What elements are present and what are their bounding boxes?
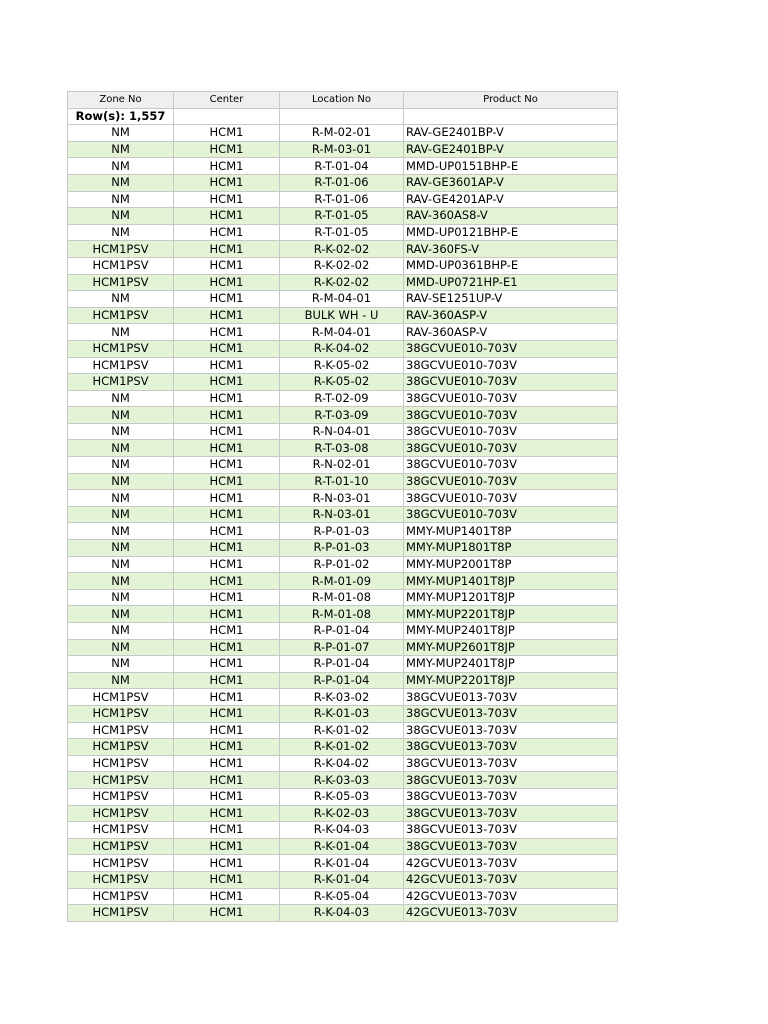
table-row[interactable] xyxy=(68,888,618,905)
cell-center: HCM1 xyxy=(174,540,280,557)
cell-center: HCM1 xyxy=(174,141,280,158)
cell-center: HCM1 xyxy=(174,125,280,142)
cell-zone-no: NM xyxy=(68,589,174,606)
cell-center: HCM1 xyxy=(174,589,280,606)
cell-location-no: R-T-01-05 xyxy=(280,208,404,225)
row-count-label: Row(s): 1,557 xyxy=(68,108,174,125)
cell-product-no: 38GCVUE013-703V xyxy=(404,822,618,839)
row-count-empty-cell xyxy=(404,108,618,125)
cell-product-no: 38GCVUE010-703V xyxy=(404,340,618,357)
cell-zone-no: HCM1PSV xyxy=(68,871,174,888)
cell-location-no: R-K-03-02 xyxy=(280,689,404,706)
cell-zone-no: NM xyxy=(68,473,174,490)
cell-center: HCM1 xyxy=(174,257,280,274)
cell-zone-no: NM xyxy=(68,407,174,424)
cell-product-no: 38GCVUE010-703V xyxy=(404,457,618,474)
cell-center: HCM1 xyxy=(174,822,280,839)
table-row[interactable] xyxy=(68,241,618,258)
cell-location-no: R-N-02-01 xyxy=(280,457,404,474)
table-row[interactable] xyxy=(68,672,618,689)
cell-zone-no: NM xyxy=(68,606,174,623)
cell-zone-no: NM xyxy=(68,158,174,175)
cell-location-no: BULK WH - U xyxy=(280,307,404,324)
table-row[interactable] xyxy=(68,722,618,739)
cell-location-no: R-K-04-02 xyxy=(280,340,404,357)
cell-center: HCM1 xyxy=(174,556,280,573)
table-row[interactable] xyxy=(68,224,618,241)
table-row[interactable] xyxy=(68,374,618,391)
cell-location-no: R-M-01-08 xyxy=(280,589,404,606)
table-row[interactable] xyxy=(68,191,618,208)
cell-location-no: R-K-01-02 xyxy=(280,722,404,739)
table-row[interactable] xyxy=(68,440,618,457)
cell-location-no: R-K-04-03 xyxy=(280,905,404,922)
table-row[interactable] xyxy=(68,871,618,888)
cell-product-no: 38GCVUE013-703V xyxy=(404,689,618,706)
cell-product-no: MMY-MUP2201T8JP xyxy=(404,672,618,689)
cell-product-no: RAV-360ASP-V xyxy=(404,324,618,341)
cell-product-no: MMD-UP0721HP-E1 xyxy=(404,274,618,291)
cell-zone-no: HCM1PSV xyxy=(68,241,174,258)
table-row[interactable] xyxy=(68,556,618,573)
cell-center: HCM1 xyxy=(174,523,280,540)
cell-product-no: 38GCVUE013-703V xyxy=(404,788,618,805)
cell-product-no: 38GCVUE010-703V xyxy=(404,473,618,490)
cell-zone-no: NM xyxy=(68,490,174,507)
cell-center: HCM1 xyxy=(174,357,280,374)
cell-location-no: R-M-04-01 xyxy=(280,324,404,341)
cell-location-no: R-M-01-09 xyxy=(280,573,404,590)
cell-location-no: R-P-01-04 xyxy=(280,623,404,640)
cell-product-no: MMY-MUP2401T8JP xyxy=(404,656,618,673)
cell-product-no: MMY-MUP2401T8JP xyxy=(404,623,618,640)
table-row[interactable] xyxy=(68,838,618,855)
cell-center: HCM1 xyxy=(174,689,280,706)
cell-zone-no: NM xyxy=(68,440,174,457)
cell-zone-no: HCM1PSV xyxy=(68,855,174,872)
cell-center: HCM1 xyxy=(174,506,280,523)
cell-zone-no: HCM1PSV xyxy=(68,705,174,722)
cell-location-no: R-M-03-01 xyxy=(280,141,404,158)
table-row[interactable] xyxy=(68,257,618,274)
table-row[interactable] xyxy=(68,772,618,789)
cell-center: HCM1 xyxy=(174,191,280,208)
cell-center: HCM1 xyxy=(174,340,280,357)
table-row[interactable] xyxy=(68,291,618,308)
table-row[interactable] xyxy=(68,589,618,606)
cell-location-no: R-T-03-09 xyxy=(280,407,404,424)
cell-product-no: RAV-360AS8-V xyxy=(404,208,618,225)
cell-product-no: 38GCVUE010-703V xyxy=(404,374,618,391)
cell-location-no: R-K-05-04 xyxy=(280,888,404,905)
cell-product-no: 38GCVUE010-703V xyxy=(404,407,618,424)
table-row[interactable] xyxy=(68,905,618,922)
cell-product-no: 38GCVUE010-703V xyxy=(404,357,618,374)
cell-zone-no: HCM1PSV xyxy=(68,374,174,391)
cell-product-no: 42GCVUE013-703V xyxy=(404,905,618,922)
cell-center: HCM1 xyxy=(174,722,280,739)
cell-center: HCM1 xyxy=(174,888,280,905)
cell-zone-no: NM xyxy=(68,291,174,308)
cell-center: HCM1 xyxy=(174,241,280,258)
cell-location-no: R-K-02-02 xyxy=(280,241,404,258)
table-row[interactable] xyxy=(68,473,618,490)
cell-product-no: 42GCVUE013-703V xyxy=(404,888,618,905)
cell-center: HCM1 xyxy=(174,324,280,341)
cell-center: HCM1 xyxy=(174,224,280,241)
cell-zone-no: HCM1PSV xyxy=(68,805,174,822)
table-row[interactable] xyxy=(68,158,618,175)
table-row[interactable] xyxy=(68,423,618,440)
cell-location-no: R-K-01-03 xyxy=(280,705,404,722)
cell-center: HCM1 xyxy=(174,407,280,424)
cell-location-no: R-K-02-02 xyxy=(280,257,404,274)
cell-location-no: R-T-01-10 xyxy=(280,473,404,490)
cell-product-no: 38GCVUE013-703V xyxy=(404,838,618,855)
cell-center: HCM1 xyxy=(174,274,280,291)
cell-center: HCM1 xyxy=(174,423,280,440)
cell-center: HCM1 xyxy=(174,457,280,474)
cell-center: HCM1 xyxy=(174,490,280,507)
table-row[interactable] xyxy=(68,788,618,805)
cell-zone-no: HCM1PSV xyxy=(68,838,174,855)
cell-center: HCM1 xyxy=(174,672,280,689)
cell-product-no: MMY-MUP1201T8JP xyxy=(404,589,618,606)
cell-product-no: 42GCVUE013-703V xyxy=(404,871,618,888)
cell-zone-no: HCM1PSV xyxy=(68,905,174,922)
cell-location-no: R-K-01-04 xyxy=(280,838,404,855)
cell-product-no: RAV-360ASP-V xyxy=(404,307,618,324)
cell-center: HCM1 xyxy=(174,473,280,490)
cell-location-no: R-P-01-03 xyxy=(280,540,404,557)
cell-center: HCM1 xyxy=(174,573,280,590)
cell-zone-no: HCM1PSV xyxy=(68,274,174,291)
table-row[interactable] xyxy=(68,125,618,142)
cell-location-no: R-M-04-01 xyxy=(280,291,404,308)
cell-product-no: 38GCVUE013-703V xyxy=(404,805,618,822)
cell-center: HCM1 xyxy=(174,174,280,191)
table-row[interactable] xyxy=(68,739,618,756)
cell-product-no: RAV-GE4201AP-V xyxy=(404,191,618,208)
cell-location-no: R-K-05-03 xyxy=(280,788,404,805)
table-row[interactable] xyxy=(68,755,618,772)
cell-location-no: R-K-01-02 xyxy=(280,739,404,756)
cell-location-no: R-N-03-01 xyxy=(280,490,404,507)
cell-zone-no: NM xyxy=(68,208,174,225)
cell-product-no: 38GCVUE010-703V xyxy=(404,490,618,507)
cell-zone-no: HCM1PSV xyxy=(68,822,174,839)
table-row[interactable] xyxy=(68,357,618,374)
cell-zone-no: NM xyxy=(68,324,174,341)
cell-center: HCM1 xyxy=(174,307,280,324)
header-center[interactable]: Center xyxy=(174,92,280,109)
header-location-no[interactable]: Location No xyxy=(280,92,404,109)
row-count-empty-cell xyxy=(280,108,404,125)
table-row[interactable] xyxy=(68,490,618,507)
cell-location-no: R-P-01-04 xyxy=(280,656,404,673)
table-row[interactable] xyxy=(68,656,618,673)
table-row[interactable] xyxy=(68,822,618,839)
cell-center: HCM1 xyxy=(174,639,280,656)
cell-location-no: R-P-01-07 xyxy=(280,639,404,656)
cell-zone-no: NM xyxy=(68,174,174,191)
table-row[interactable] xyxy=(68,390,618,407)
cell-zone-no: NM xyxy=(68,125,174,142)
cell-center: HCM1 xyxy=(174,291,280,308)
cell-zone-no: NM xyxy=(68,191,174,208)
cell-location-no: R-M-01-08 xyxy=(280,606,404,623)
table-row[interactable] xyxy=(68,457,618,474)
cell-zone-no: HCM1PSV xyxy=(68,689,174,706)
cell-center: HCM1 xyxy=(174,208,280,225)
cell-center: HCM1 xyxy=(174,755,280,772)
cell-zone-no: HCM1PSV xyxy=(68,307,174,324)
cell-location-no: R-T-01-06 xyxy=(280,174,404,191)
cell-location-no: R-K-04-03 xyxy=(280,822,404,839)
cell-zone-no: HCM1PSV xyxy=(68,772,174,789)
cell-location-no: R-K-01-04 xyxy=(280,855,404,872)
cell-zone-no: NM xyxy=(68,639,174,656)
cell-product-no: MMY-MUP2601T8JP xyxy=(404,639,618,656)
table-row[interactable] xyxy=(68,340,618,357)
cell-zone-no: HCM1PSV xyxy=(68,888,174,905)
cell-zone-no: NM xyxy=(68,457,174,474)
cell-product-no: MMY-MUP1401T8P xyxy=(404,523,618,540)
cell-zone-no: NM xyxy=(68,423,174,440)
cell-center: HCM1 xyxy=(174,905,280,922)
cell-center: HCM1 xyxy=(174,374,280,391)
cell-location-no: R-P-01-04 xyxy=(280,672,404,689)
cell-zone-no: NM xyxy=(68,623,174,640)
cell-location-no: R-T-01-04 xyxy=(280,158,404,175)
cell-zone-no: NM xyxy=(68,523,174,540)
cell-center: HCM1 xyxy=(174,705,280,722)
cell-zone-no: NM xyxy=(68,672,174,689)
cell-product-no: 38GCVUE013-703V xyxy=(404,772,618,789)
header-product-no[interactable]: Product No xyxy=(404,92,618,109)
table-row[interactable] xyxy=(68,208,618,225)
cell-zone-no: HCM1PSV xyxy=(68,755,174,772)
cell-zone-no: NM xyxy=(68,656,174,673)
table-row[interactable] xyxy=(68,855,618,872)
table-row[interactable] xyxy=(68,307,618,324)
cell-location-no: R-T-03-08 xyxy=(280,440,404,457)
cell-product-no: MMY-MUP2001T8P xyxy=(404,556,618,573)
cell-zone-no: HCM1PSV xyxy=(68,257,174,274)
cell-center: HCM1 xyxy=(174,788,280,805)
table-row[interactable] xyxy=(68,324,618,341)
cell-location-no: R-T-02-09 xyxy=(280,390,404,407)
cell-product-no: 38GCVUE013-703V xyxy=(404,722,618,739)
cell-center: HCM1 xyxy=(174,772,280,789)
cell-center: HCM1 xyxy=(174,440,280,457)
cell-location-no: R-P-01-02 xyxy=(280,556,404,573)
cell-product-no: MMY-MUP2201T8JP xyxy=(404,606,618,623)
cell-zone-no: NM xyxy=(68,141,174,158)
row-count-row xyxy=(68,108,618,125)
cell-center: HCM1 xyxy=(174,739,280,756)
cell-center: HCM1 xyxy=(174,158,280,175)
table-row[interactable] xyxy=(68,523,618,540)
table-row[interactable] xyxy=(68,141,618,158)
cell-location-no: R-K-05-02 xyxy=(280,374,404,391)
cell-product-no: RAV-GE2401BP-V xyxy=(404,141,618,158)
cell-product-no: MMY-MUP1801T8P xyxy=(404,540,618,557)
cell-location-no: R-T-01-05 xyxy=(280,224,404,241)
cell-zone-no: HCM1PSV xyxy=(68,340,174,357)
row-count-empty-cell xyxy=(174,108,280,125)
cell-product-no: 38GCVUE013-703V xyxy=(404,755,618,772)
inventory-table xyxy=(67,91,618,922)
table-header-row xyxy=(68,92,618,109)
cell-center: HCM1 xyxy=(174,838,280,855)
cell-zone-no: HCM1PSV xyxy=(68,739,174,756)
cell-location-no: R-N-04-01 xyxy=(280,423,404,440)
cell-zone-no: NM xyxy=(68,224,174,241)
cell-location-no: R-T-01-06 xyxy=(280,191,404,208)
cell-location-no: R-K-03-03 xyxy=(280,772,404,789)
cell-location-no: R-K-05-02 xyxy=(280,357,404,374)
cell-center: HCM1 xyxy=(174,623,280,640)
cell-location-no: R-P-01-03 xyxy=(280,523,404,540)
cell-center: HCM1 xyxy=(174,390,280,407)
cell-product-no: MMD-UP0121BHP-E xyxy=(404,224,618,241)
cell-zone-no: HCM1PSV xyxy=(68,357,174,374)
cell-zone-no: NM xyxy=(68,573,174,590)
cell-location-no: R-K-02-02 xyxy=(280,274,404,291)
table-row[interactable] xyxy=(68,407,618,424)
cell-zone-no: HCM1PSV xyxy=(68,722,174,739)
cell-product-no: MMY-MUP1401T8JP xyxy=(404,573,618,590)
cell-product-no: 38GCVUE010-703V xyxy=(404,423,618,440)
cell-location-no: R-M-02-01 xyxy=(280,125,404,142)
cell-product-no: 38GCVUE010-703V xyxy=(404,440,618,457)
table-row[interactable] xyxy=(68,689,618,706)
cell-product-no: MMD-UP0361BHP-E xyxy=(404,257,618,274)
cell-center: HCM1 xyxy=(174,855,280,872)
cell-location-no: R-K-01-04 xyxy=(280,871,404,888)
table-row[interactable] xyxy=(68,573,618,590)
cell-product-no: MMD-UP0151BHP-E xyxy=(404,158,618,175)
header-zone-no[interactable]: Zone No xyxy=(68,92,174,109)
cell-product-no: RAV-360FS-V xyxy=(404,241,618,258)
cell-location-no: R-K-02-03 xyxy=(280,805,404,822)
cell-center: HCM1 xyxy=(174,805,280,822)
cell-product-no: 38GCVUE013-703V xyxy=(404,705,618,722)
cell-product-no: 42GCVUE013-703V xyxy=(404,855,618,872)
cell-product-no: RAV-GE3601AP-V xyxy=(404,174,618,191)
table-row[interactable] xyxy=(68,606,618,623)
table-row[interactable] xyxy=(68,639,618,656)
table-row[interactable] xyxy=(68,805,618,822)
cell-zone-no: NM xyxy=(68,540,174,557)
cell-zone-no: NM xyxy=(68,506,174,523)
cell-zone-no: NM xyxy=(68,390,174,407)
cell-center: HCM1 xyxy=(174,871,280,888)
cell-location-no: R-N-03-01 xyxy=(280,506,404,523)
table-row[interactable] xyxy=(68,274,618,291)
cell-zone-no: NM xyxy=(68,556,174,573)
table-row[interactable] xyxy=(68,705,618,722)
cell-zone-no: HCM1PSV xyxy=(68,788,174,805)
cell-product-no: RAV-GE2401BP-V xyxy=(404,125,618,142)
cell-center: HCM1 xyxy=(174,656,280,673)
table-row[interactable] xyxy=(68,623,618,640)
table-row[interactable] xyxy=(68,174,618,191)
table-row[interactable] xyxy=(68,506,618,523)
cell-center: HCM1 xyxy=(174,606,280,623)
table-row[interactable] xyxy=(68,540,618,557)
cell-product-no: 38GCVUE013-703V xyxy=(404,739,618,756)
cell-product-no: RAV-SE1251UP-V xyxy=(404,291,618,308)
cell-product-no: 38GCVUE010-703V xyxy=(404,390,618,407)
cell-location-no: R-K-04-02 xyxy=(280,755,404,772)
cell-product-no: 38GCVUE010-703V xyxy=(404,506,618,523)
